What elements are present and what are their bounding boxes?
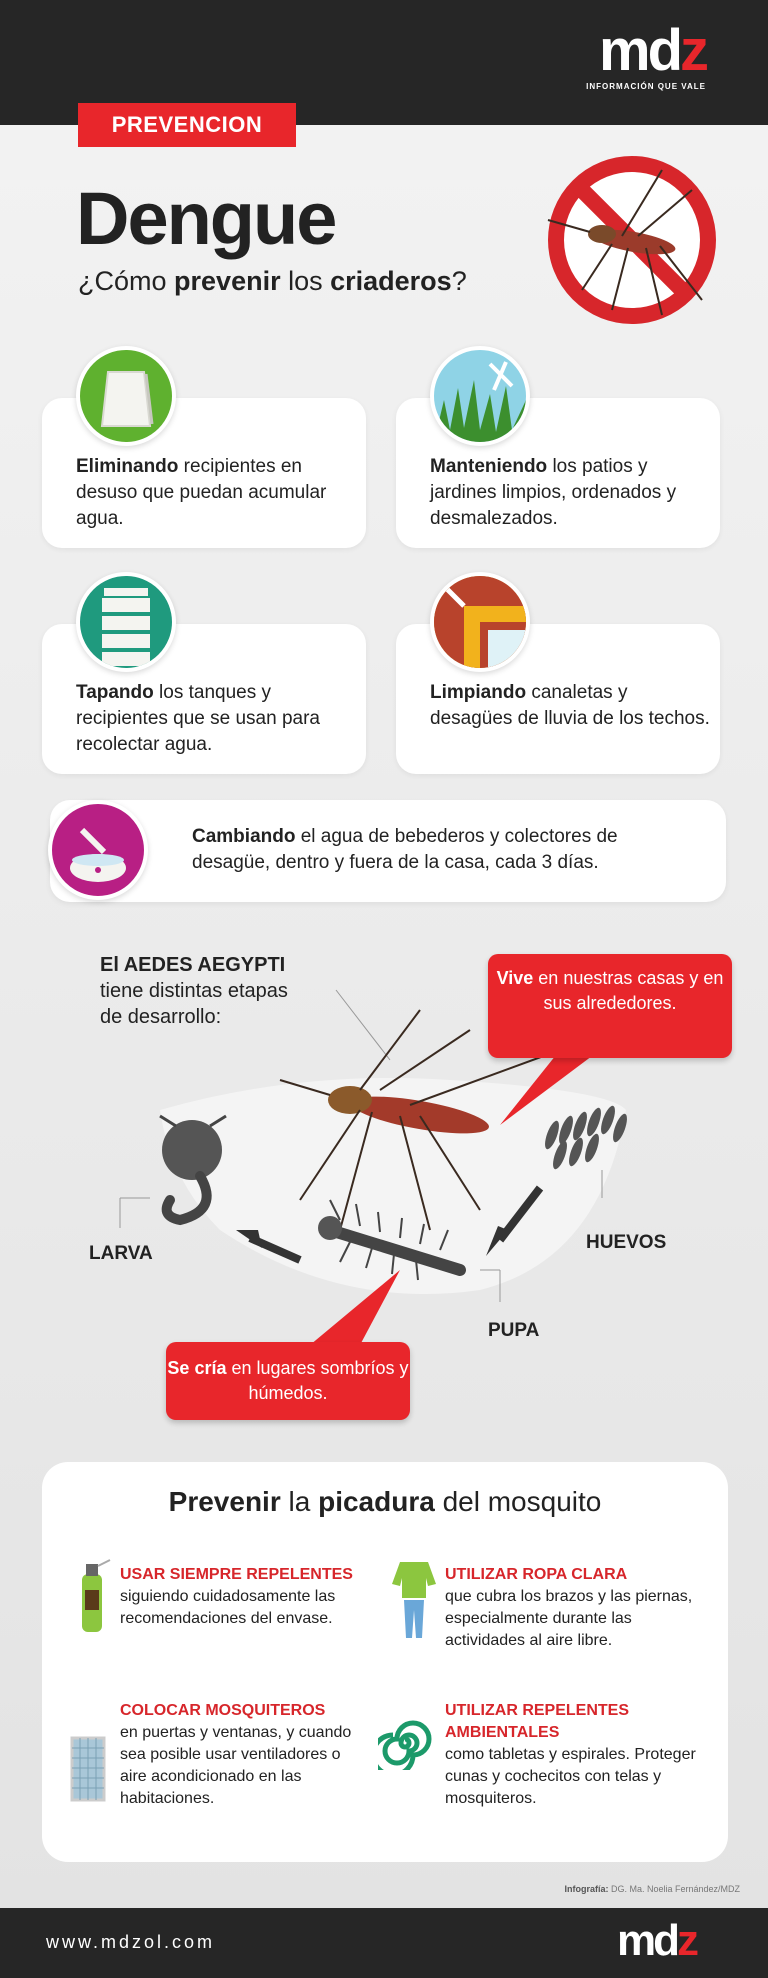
repellent-spray-icon [72, 1556, 112, 1636]
bubble-vive: Vive en nuestras casas y en sus alrededores. [488, 954, 732, 1058]
card-text: los tanques y recipientes que se usan para recolectar agua. [76, 682, 320, 755]
lifecycle-intro: El AEDES AEGYPTI tiene distintas etapas de desarrollo: [100, 954, 288, 1028]
gutter-icon [430, 572, 530, 672]
grass-icon [430, 346, 530, 446]
card-bold: Eliminando [76, 456, 179, 477]
stage-label-larva: LARVA [89, 1243, 153, 1264]
tip-repelentes: USAR SIEMPRE REPELENTES siguiendo cuidadosamente las recomendaciones del envase. [120, 1566, 353, 1627]
logo-tagline: INFORMACIÓN QUE VALE [586, 82, 706, 91]
credit-line: Infografía: DG. Ma. Noelia Fernández/MDZ [564, 1884, 740, 1894]
no-mosquito-icon [542, 150, 722, 330]
mosquito-coil-icon [378, 1716, 432, 1770]
card-text: recipientes en desuso que puedan acumular agua. [76, 456, 327, 529]
logo-main: md [599, 18, 680, 83]
tip-repelentes-ambientales: UTILIZAR REPELENTES AMBIENTALES como tabletas y espirales. Proteger cunas y cochecitos con telas y mosquiteros. [445, 1702, 696, 1807]
mdz-logo[interactable] [586, 18, 706, 91]
pet-bowl-icon [48, 800, 148, 900]
prevent-title: Prevenir la picadura del mosquito [168, 1486, 602, 1517]
logo-z: z [680, 18, 706, 83]
bubble-se-cria: Se cría en lugares sombríos y húmedos. [166, 1342, 410, 1420]
footer-mdz-logo[interactable]: mdz [617, 1916, 696, 1965]
card-text: el agua de bebederos y colectores de desagüe, dentro y fuera de la casa, cada 3 días. [192, 826, 618, 873]
card-text: canaletas y desagües de lluvia de los techos. [430, 682, 710, 729]
page-title: Dengue [76, 177, 336, 260]
card-bold: Limpiando [430, 682, 527, 703]
card-bold: Cambiando [192, 826, 296, 847]
page-subtitle: ¿Cómo prevenir los criaderos? [78, 266, 467, 296]
footer-bar [0, 1908, 768, 1978]
footer-url-link[interactable]: www.mdzol.com [46, 1932, 216, 1952]
stage-label-pupa: PUPA [488, 1320, 540, 1341]
window-screen-icon [70, 1736, 106, 1802]
tip-ropa-clara: UTILIZAR ROPA CLARA que cubra los brazos y las piernas, especialmente durante las actividades al aire libre. [445, 1566, 693, 1649]
card-bold: Tapando [76, 682, 154, 703]
card-text: los patios y jardines limpios, ordenados y desmalezados. [430, 456, 677, 529]
tip-mosquiteros: COLOCAR MOSQUITEROS en puertas y ventanas, y cuando sea posible usar ventiladores o aire acondicionado en las habitaciones. [120, 1702, 352, 1807]
category-badge: PREVENCION [78, 103, 296, 147]
stage-label-huevos: HUEVOS [586, 1232, 667, 1253]
card-bold: Manteniendo [430, 456, 548, 477]
bucket-icon [76, 346, 176, 446]
tip-card-cambiando [50, 800, 726, 902]
light-clothing-icon [392, 1558, 436, 1638]
prevent-bite-card [42, 1462, 728, 1862]
tank-icon [76, 572, 176, 672]
